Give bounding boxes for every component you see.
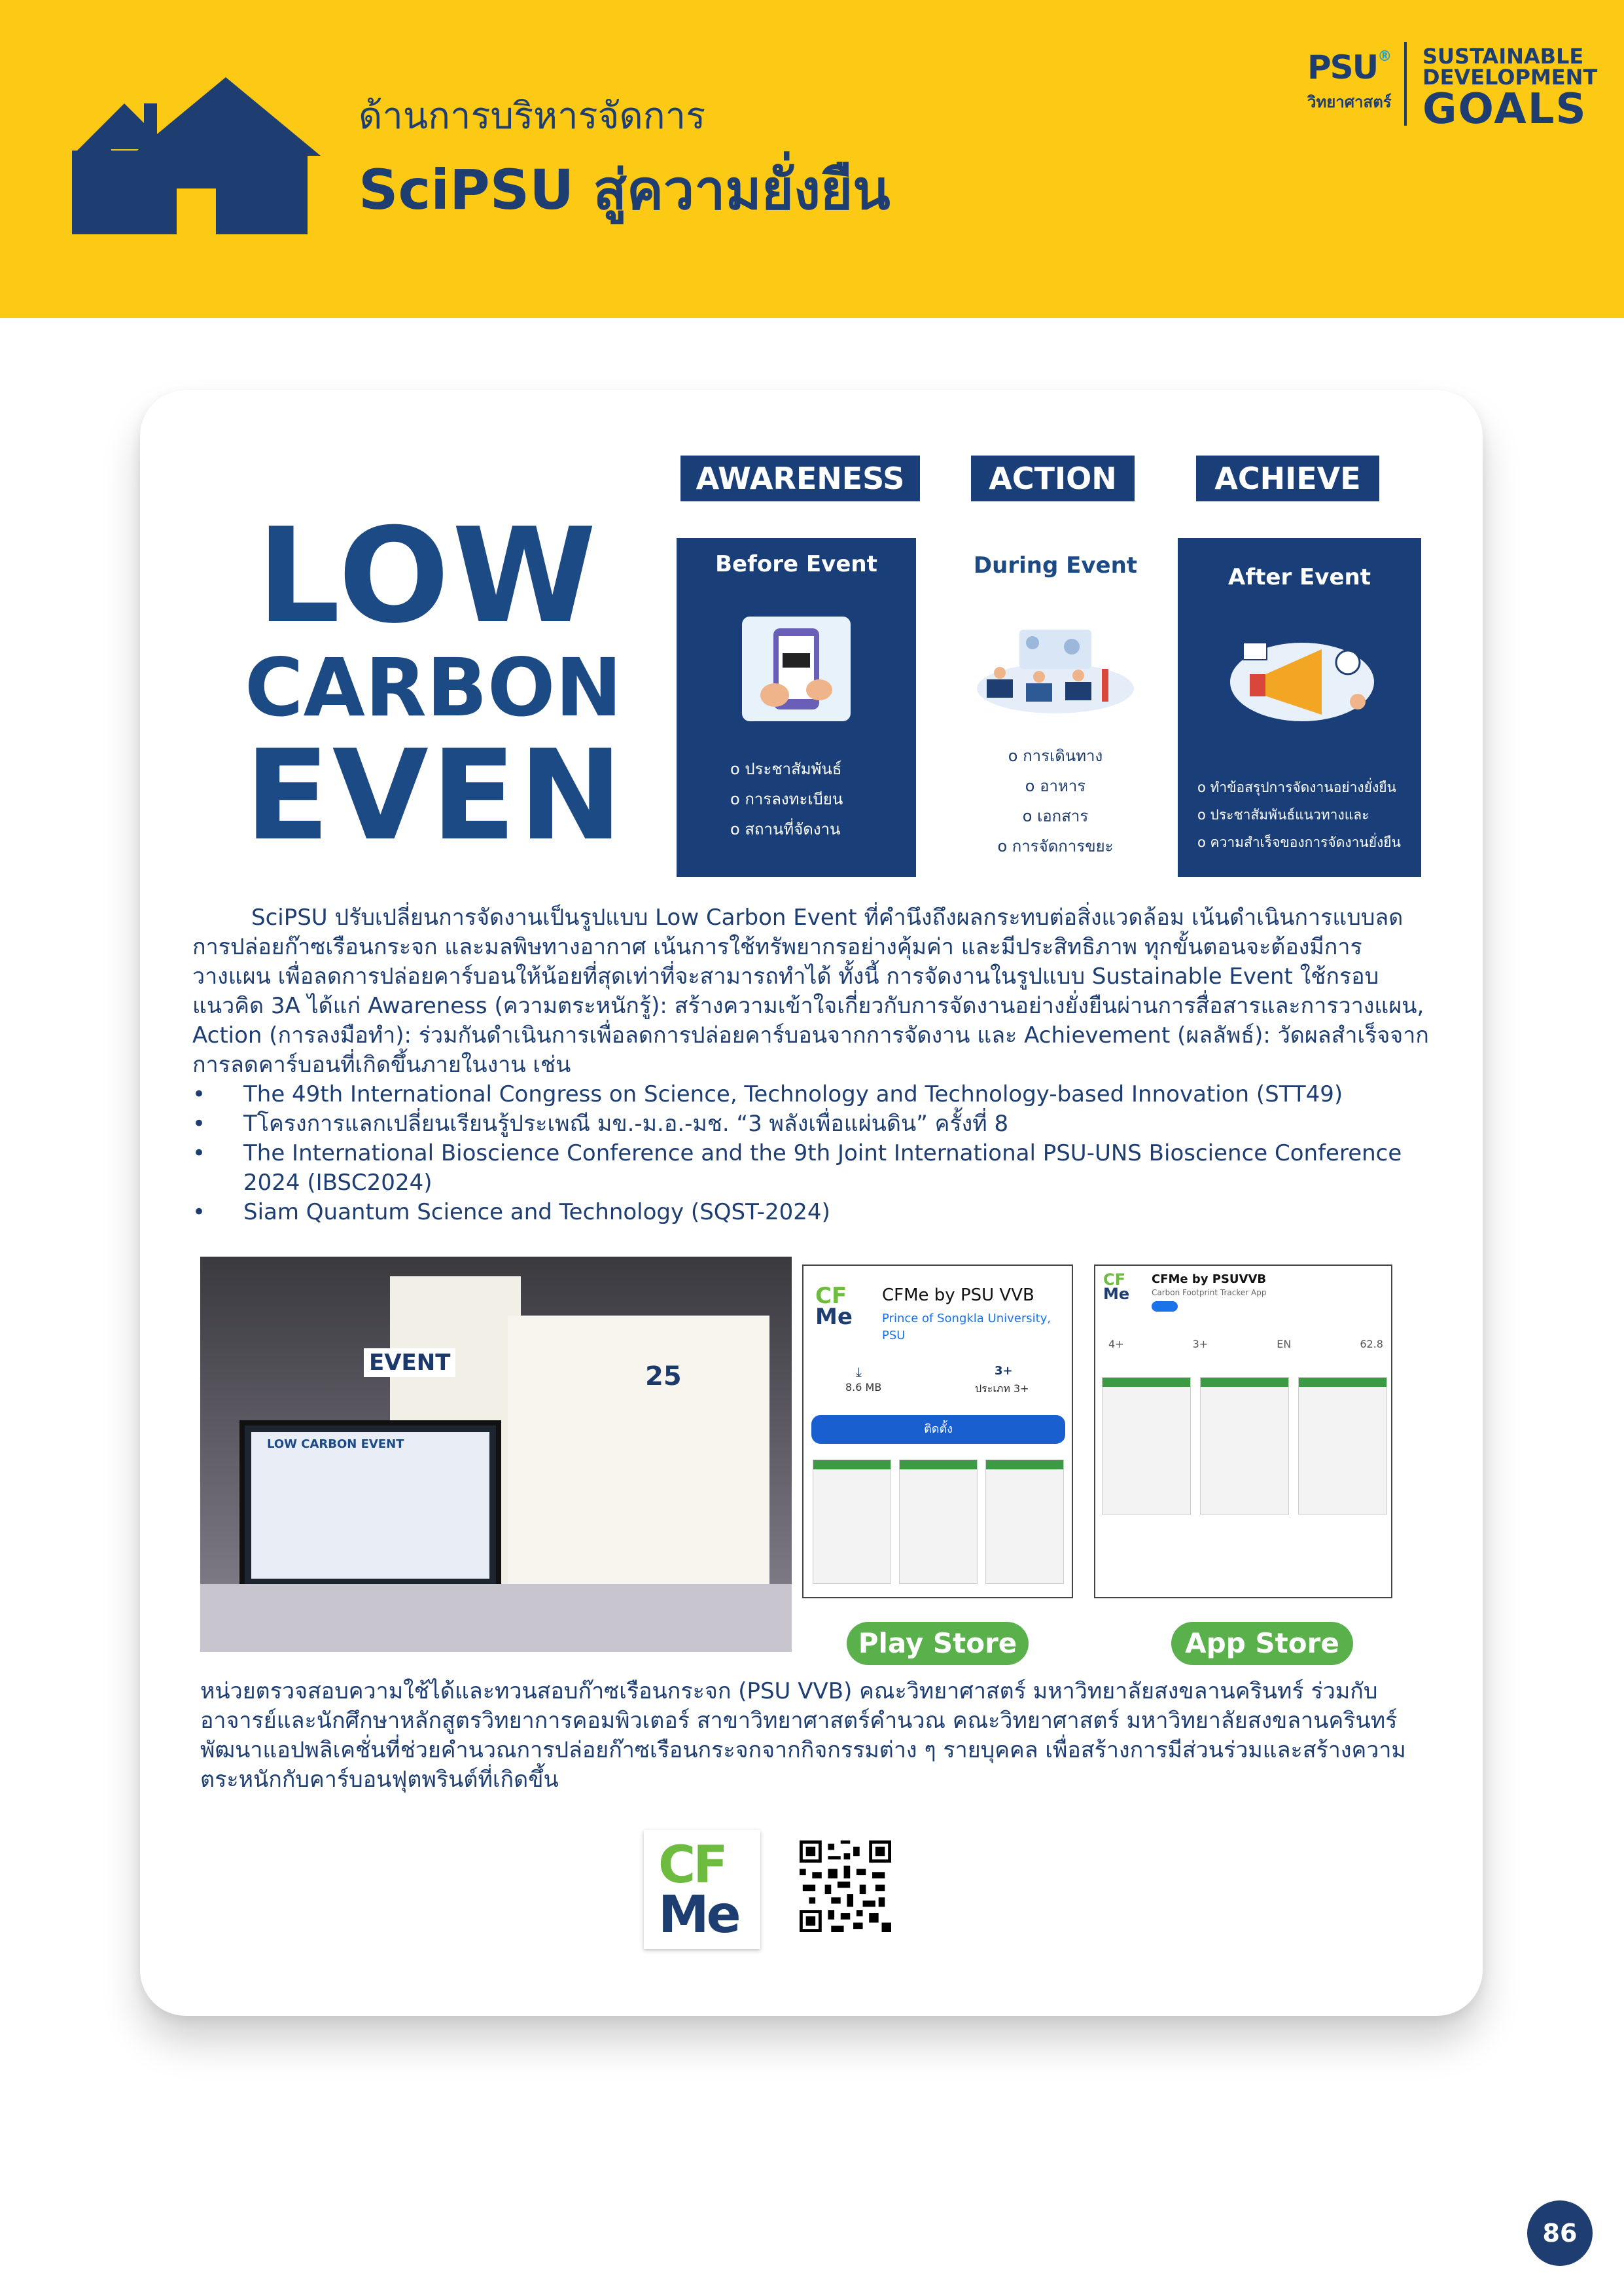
panel-title: Before Event xyxy=(715,551,877,577)
cfme-logo-line1: CF xyxy=(658,1836,726,1895)
install-button[interactable]: ติดตั้ง xyxy=(811,1415,1065,1444)
list-item: • The International Bioscience Conference and the 9th Joint International PSU-UNS Bioscience Conference 2024 (IBSC2024) xyxy=(192,1139,1436,1198)
sdg-goals xyxy=(1422,85,1587,134)
action-badge: ACTION xyxy=(971,456,1135,501)
qr-code-icon[interactable] xyxy=(800,1840,891,1932)
list-item: o ประชาสัมพันธ์แนวทางและ xyxy=(1197,801,1421,829)
registered-icon: ® xyxy=(1377,48,1391,65)
body-text-1 xyxy=(192,903,1436,1227)
title-line-2: CARBON xyxy=(245,641,622,734)
sdg-line2: DEVELOPMENT xyxy=(1422,65,1598,90)
list-item: o ความสำเร็จของการจัดงานยั่งยืน xyxy=(1197,829,1421,856)
app-name: CFMe by PSUVVB xyxy=(1152,1272,1267,1286)
psu-logo xyxy=(1307,48,1405,127)
play-store-button[interactable]: Play Store xyxy=(847,1622,1029,1665)
list-item: o การจัดการขยะ xyxy=(947,831,1163,861)
app-developer-2: PSU xyxy=(882,1329,906,1342)
app-name: CFMe by PSU VVB xyxy=(882,1285,1034,1305)
list-item: o สถานที่จัดงาน xyxy=(730,814,916,844)
stat-lang: EN xyxy=(1277,1338,1292,1350)
app-preview-3 xyxy=(1298,1377,1387,1515)
rating-icon: 3+ xyxy=(995,1364,1013,1378)
title-line-3: EVEN xyxy=(245,723,626,868)
download-icon: ⤓ xyxy=(856,1364,862,1380)
list-item: • The 49th International Congress on Science, Technology and Technology-based Innovation (STT49) xyxy=(192,1080,1436,1109)
get-button[interactable] xyxy=(1152,1301,1178,1312)
before-event-panel xyxy=(677,538,916,877)
app-preview-3 xyxy=(985,1460,1064,1584)
photo-monitor xyxy=(239,1420,501,1590)
app-size: 8.6 MB xyxy=(845,1381,882,1393)
content-card xyxy=(140,390,1483,2016)
before-event-list xyxy=(677,754,916,844)
stat-age: 4+ xyxy=(1108,1338,1124,1350)
list-item: • Tโครงการแลกเปลี่ยนเรียนรู้ประเพณี มข.-ม.อ.-มช. “3 พลังเพื่อแผ่นดิน” ครั้งที่ 8 xyxy=(192,1109,1436,1139)
list-item: o อาหาร xyxy=(947,771,1163,801)
event-photo xyxy=(200,1257,792,1652)
photo-screen-title: LOW CARBON EVENT xyxy=(267,1437,404,1451)
cfme-app-icon: CF Me xyxy=(1103,1270,1130,1303)
house-icon xyxy=(72,77,321,234)
panel-title: During Event xyxy=(973,552,1138,579)
page-number: 86 xyxy=(1527,2200,1593,2266)
app-developer: Prince of Songkla University, xyxy=(882,1312,1051,1325)
photo-table xyxy=(200,1584,792,1652)
list-item: o การลงทะเบียน xyxy=(730,784,916,814)
list-item: o การเดินทาง xyxy=(947,741,1163,771)
achieve-badge: ACHIEVE xyxy=(1196,456,1379,501)
photo-event-sign: EVENT xyxy=(364,1348,455,1377)
section-subtitle: ด้านการบริหารจัดการ xyxy=(359,95,706,137)
awareness-badge: AWARENESS xyxy=(680,456,920,501)
app-stats xyxy=(1108,1338,1383,1350)
psu-logo-sub: วิทยาศาสตร์ xyxy=(1307,93,1392,111)
app-preview-1 xyxy=(813,1460,891,1584)
photo-number: 25 xyxy=(645,1361,682,1391)
cfme-logo-line2: Me xyxy=(658,1886,739,1945)
body-text-2: หน่วยตรวจสอบความใช้ได้และทวนสอบก๊าซเรือนกระจก (PSU VVB) คณะวิทยาศาสตร์ มหาวิทยาลัยสงขลานครินทร์ ร่วมกับอาจารย์และนักศึกษาหลักสูตรวิทยาการคอมพิวเตอร์ สาขาวิทยาศาสตร์คำนวณ คณะวิทยาศาสตร์ มหาวิทยาลัยสงขลานครินทร์ พัฒนาแอปพลิเคชั่นที่ช่วยคำนวณการปล่อยก๊าซเรือนกระจกจากกิจกรรมต่าง ๆ รายบุคคล เพื่อสร้างการมีส่วนร่วมและสร้างความตระหนักกับคาร์บอนฟุตพรินต์ที่เกิดขึ้น xyxy=(200,1678,1406,1793)
sdg-line1: SUSTAINABLE xyxy=(1422,44,1584,69)
during-event-panel xyxy=(947,538,1163,877)
title-line-1: LOW xyxy=(256,500,599,653)
event-bullet-list xyxy=(192,1080,1436,1227)
sdg-logo xyxy=(1422,44,1598,134)
psu-mark-text: PSU xyxy=(1307,48,1378,86)
list-item: o เอกสาร xyxy=(947,801,1163,831)
page-title: SciPSU สู่ความยั่งยืน xyxy=(359,158,891,222)
during-event-list xyxy=(947,741,1163,861)
panel-title: After Event xyxy=(1228,564,1371,590)
low-carbon-event-title xyxy=(245,500,626,868)
conference-icon xyxy=(974,623,1137,715)
megaphone-icon xyxy=(1224,630,1381,728)
stat-size: 62.8 xyxy=(1360,1338,1383,1350)
stat-rank: 3+ xyxy=(1192,1338,1209,1350)
intro-paragraph: SciPSU ปรับเปลี่ยนการจัดงานเป็นรูปแบบ Low Carbon Event ที่คำนึงถึงผลกระทบต่อสิ่งแวดล้อม เน้นดำเนินการแบบลดการปล่อยก๊าซเรือนกระจก และมลพิษทางอากาศ เน้นการใช้ทรัพยากรอย่างคุ้มค่า และมีประสิทธิภาพ ทุกขั้นตอนจะต้องมีการวางแผน เพื่อลดการปล่อยคาร์บอนให้น้อยที่สุดเท่าที่จะสามารถทำได้ ทั้งนี้ การจัดงานในรูปแบบ Sustainable Event ใช้กรอบแนวคิด 3A ได้แก่ Awareness (ความตระหนักรู้): สร้างความเข้าใจเกี่ยวกับการจัดงานอย่างยั่งยืนผ่านการสื่อสารและการวางแผน, Action (การลงมือทำ): ร่วมกันดำเนินการเพื่อลดการปล่อยคาร์บอนจากการจัดงาน และ Achievement (ผลลัพธ์): วัดผลสำเร็จจากการลดคาร์บอนที่เกิดขึ้นภายในงาน เช่น xyxy=(192,905,1429,1078)
list-item: • Siam Quantum Science and Technology (SQST-2024) xyxy=(192,1198,1436,1227)
cfme-app-icon: CF Me xyxy=(815,1283,853,1330)
logo-divider xyxy=(1404,42,1407,126)
app-subtitle: Carbon Footprint Tracker App xyxy=(1152,1288,1267,1297)
app-store-screenshot xyxy=(1094,1265,1392,1598)
after-event-panel xyxy=(1178,538,1421,877)
play-store-screenshot xyxy=(802,1265,1073,1598)
app-rating: ประเภท 3+ xyxy=(975,1382,1029,1395)
app-preview-1 xyxy=(1102,1377,1191,1515)
app-store-button[interactable]: App Store xyxy=(1171,1622,1353,1665)
sdg-goals-text: GOALS xyxy=(1422,85,1587,134)
app-preview-2 xyxy=(1200,1377,1289,1515)
cfme-logo xyxy=(644,1830,760,1949)
list-item: o ทำข้อสรุปการจัดงานอย่างยั่งยืน xyxy=(1197,774,1421,801)
list-item: o ประชาสัมพันธ์ xyxy=(730,754,916,784)
phone-qr-icon xyxy=(742,617,851,721)
header-band xyxy=(0,0,1624,318)
after-event-list xyxy=(1178,774,1421,856)
app-preview-2 xyxy=(899,1460,978,1584)
